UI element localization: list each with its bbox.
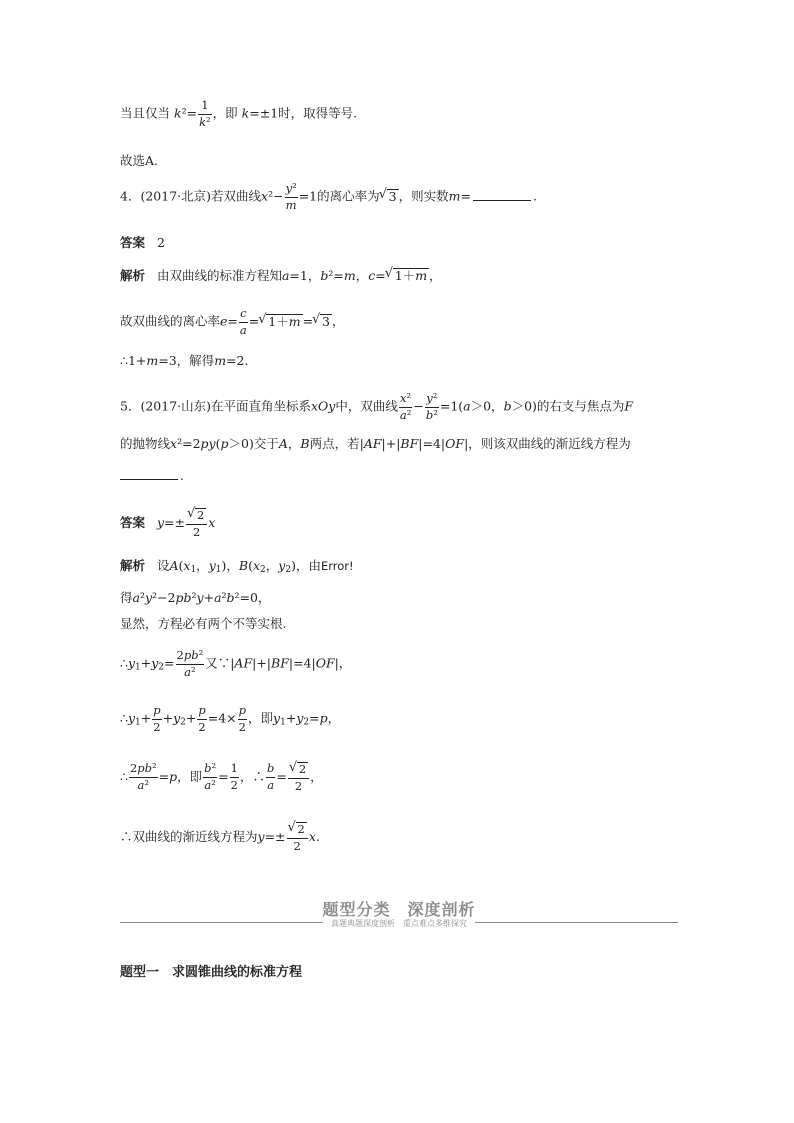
text: = bbox=[333, 268, 344, 283]
answer-label: 答案 bbox=[120, 514, 146, 530]
text: 得 bbox=[120, 590, 133, 605]
solution-4-line-1: 解析 由双曲线的标准方程知a=1，b²=m，c=√ 1＋m ， bbox=[120, 268, 442, 283]
text: = bbox=[460, 188, 471, 204]
fraction: $\frac{\text{y²}}{\text{b²}}$ bbox=[425, 391, 438, 422]
text: = bbox=[375, 268, 386, 283]
text: =2. bbox=[226, 353, 249, 368]
text: ＞0)交于 bbox=[228, 436, 279, 451]
text: |，则该双曲线的渐近线方程为 bbox=[464, 436, 631, 451]
line-choose-a bbox=[120, 155, 158, 168]
question-5-line-2: 的抛物线x²=2py(p＞0)交于A，B两点，若|AF|+|BF|=4|OF|，则该双曲线的渐近线方程为 bbox=[120, 436, 631, 451]
text: ，即 bbox=[248, 710, 274, 726]
text: =3，解得 bbox=[158, 353, 215, 368]
fraction: $\frac{p}{2}$ bbox=[153, 703, 161, 734]
text: |=4| bbox=[418, 436, 446, 451]
text: 显然，方程必有两个不等实根. bbox=[120, 616, 287, 631]
answer-5: 答案 y=± √ $\frac{2}{2}$ x bbox=[120, 508, 215, 539]
solution-5-line-1: 解析 设$A(x_1$，$y_1$)，$B(x_2$，$y_2$)，由Error! bbox=[120, 558, 354, 575]
text: ， bbox=[355, 268, 369, 283]
solution-5-line-6: ∴ $\frac{\text{2pb²}}{\text{a²}}$ =p，即 $\frac{\text{b²}}{\text{a²}}$ = $\frac{1}{2}$ ，∴ $\frac{b}{a}$ = √ $\frac{2}{2}$ ， bbox=[120, 762, 323, 793]
section-heading: 题型一 求圆锥曲线的标准方程 bbox=[120, 965, 303, 980]
solution-5-line-4: $\therefore y_1+y_2=$ $\frac{\text{2pb²}}{\text{a²}}$ 又∵|AF|+|BF|=4|OF|， bbox=[120, 648, 352, 679]
fraction: √ $\frac{2}{2}$ bbox=[287, 822, 308, 853]
fraction: $\frac{\text{2pb²}}{\text{a²}}$ bbox=[129, 761, 157, 792]
sqrt: √ 1＋m bbox=[393, 268, 429, 283]
text: =1的离心率为 bbox=[298, 188, 380, 204]
solution-5-line-3 bbox=[120, 618, 286, 631]
text: 当且仅当 bbox=[120, 105, 171, 121]
text: ＞0)的右支与焦点为 bbox=[511, 398, 625, 414]
text: 设 bbox=[156, 558, 170, 573]
fraction: $\frac{1}{\text{k²}}$ bbox=[199, 98, 211, 129]
text: 两点，若| bbox=[309, 436, 364, 451]
fraction: $\frac{b}{a}$ bbox=[266, 761, 275, 792]
fraction: $\frac{c}{a}$ bbox=[239, 306, 247, 337]
solution-5-line-5: $\therefore y_1+$ $\frac{p}{2}$ $+y_2+$ $\frac{p}{2}$ =4× $\frac{p}{2}$ ，即$y_1+y_2=p$， bbox=[120, 703, 341, 734]
fraction: $\frac{\text{b²}}{\text{a²}}$ bbox=[204, 761, 217, 792]
solution-4-line-3: ∴1+m=3，解得m=2. bbox=[120, 353, 249, 368]
answer-label: 答案 bbox=[120, 235, 146, 250]
text: ，由 bbox=[295, 558, 321, 573]
text: 的抛物线 bbox=[120, 436, 171, 451]
section-banner bbox=[120, 893, 678, 933]
text: ，即 bbox=[177, 768, 203, 784]
question-4: 4．(2017·北京)若双曲线x²− $\frac{\text{y²}}{m}$ =1的离心率为√ 3 ，则实数m= . bbox=[120, 183, 537, 211]
text: 4．(2017·北京)若双曲线 bbox=[120, 188, 261, 204]
text: =0， bbox=[239, 590, 271, 605]
fraction: $\frac{\text{2pb²}}{\text{a²}}$ bbox=[176, 648, 204, 679]
text: ，即 bbox=[212, 105, 238, 121]
text: |， bbox=[334, 655, 352, 671]
solution-5-line-2: 得a²y²−2pb²y+a²b²=0， bbox=[120, 590, 271, 605]
text: ∴ bbox=[120, 655, 128, 671]
solution-label: 解析 bbox=[120, 558, 146, 573]
answer-blank bbox=[473, 200, 531, 201]
text: 故双曲线的离心率 bbox=[120, 313, 221, 329]
text: =1( bbox=[439, 398, 464, 414]
solution-label: 解析 bbox=[120, 268, 146, 283]
text: 中，双曲线 bbox=[335, 398, 398, 414]
fraction: $\frac{p}{2}$ bbox=[198, 703, 206, 734]
text: ∴双曲线的渐近线方程为 bbox=[120, 828, 258, 844]
text: |+| bbox=[381, 436, 401, 451]
answer-value: 2 bbox=[156, 235, 165, 250]
text: 由双曲线的标准方程知 bbox=[156, 268, 282, 283]
text: ，∴ bbox=[239, 768, 265, 784]
text: |=4| bbox=[288, 655, 316, 671]
banner-subtitle-text: 真题典题深度剖析 重点难点多维探究 bbox=[323, 919, 475, 928]
sqrt: √ 3 bbox=[387, 189, 399, 204]
error-text: Error! bbox=[320, 559, 354, 573]
line-equality-condition: 当且仅当 k²= $\frac{1}{\text{k²}}$ ，即 k=±1时，取得等号. bbox=[120, 98, 358, 129]
fraction: √ $\frac{2}{2}$ bbox=[288, 762, 309, 793]
text: ＞0， bbox=[470, 398, 504, 414]
fraction: $\frac{p}{2}$ bbox=[238, 703, 247, 734]
sqrt: √ 1＋m bbox=[266, 314, 302, 329]
solution-4-line-2: 故双曲线的离心率e= $\frac{c}{a}$ =√ 1＋m =√ 3 ， bbox=[120, 308, 345, 336]
banner-subtitle bbox=[120, 918, 678, 929]
text: 又∵| bbox=[205, 655, 235, 671]
text: 故选A. bbox=[120, 153, 159, 168]
text: ，则实数 bbox=[398, 188, 449, 204]
answer-4 bbox=[120, 237, 165, 250]
fraction: $\frac{\text{x²}}{\text{a²}}$ bbox=[399, 391, 412, 422]
solution-5-line-7: ∴双曲线的渐近线方程为y=± √ $\frac{2}{2}$ x. bbox=[120, 822, 320, 853]
text: 5．(2017·山东)在平面直角坐标系 bbox=[120, 398, 311, 414]
sqrt: √ 3 bbox=[320, 314, 332, 329]
fraction: $\frac{1}{2}$ bbox=[230, 761, 238, 792]
text: =1， bbox=[289, 268, 321, 283]
question-5-line-1: 5．(2017·山东)在平面直角坐标系xOy中，双曲线 $\frac{\text{x²}}{\text{a²}}$ − $\frac{\text{y²}}{\text{b²}}$ =1(a＞0，b＞0)的右支与焦点为F bbox=[120, 391, 634, 422]
banner-title: 题型分类 深度剖析 bbox=[322, 900, 476, 919]
text: ∴1+ bbox=[120, 353, 147, 368]
fraction: $\frac{\text{y²}}{m}$ bbox=[285, 181, 297, 212]
text: =2 bbox=[182, 436, 201, 451]
question-5-line-3: . bbox=[120, 470, 184, 483]
answer-blank bbox=[120, 479, 178, 480]
text: =±1时，取得等号. bbox=[249, 105, 358, 121]
text: ， bbox=[332, 313, 345, 329]
fraction: √ $\frac{2}{2}$ bbox=[186, 508, 207, 539]
text: |+| bbox=[252, 655, 272, 671]
